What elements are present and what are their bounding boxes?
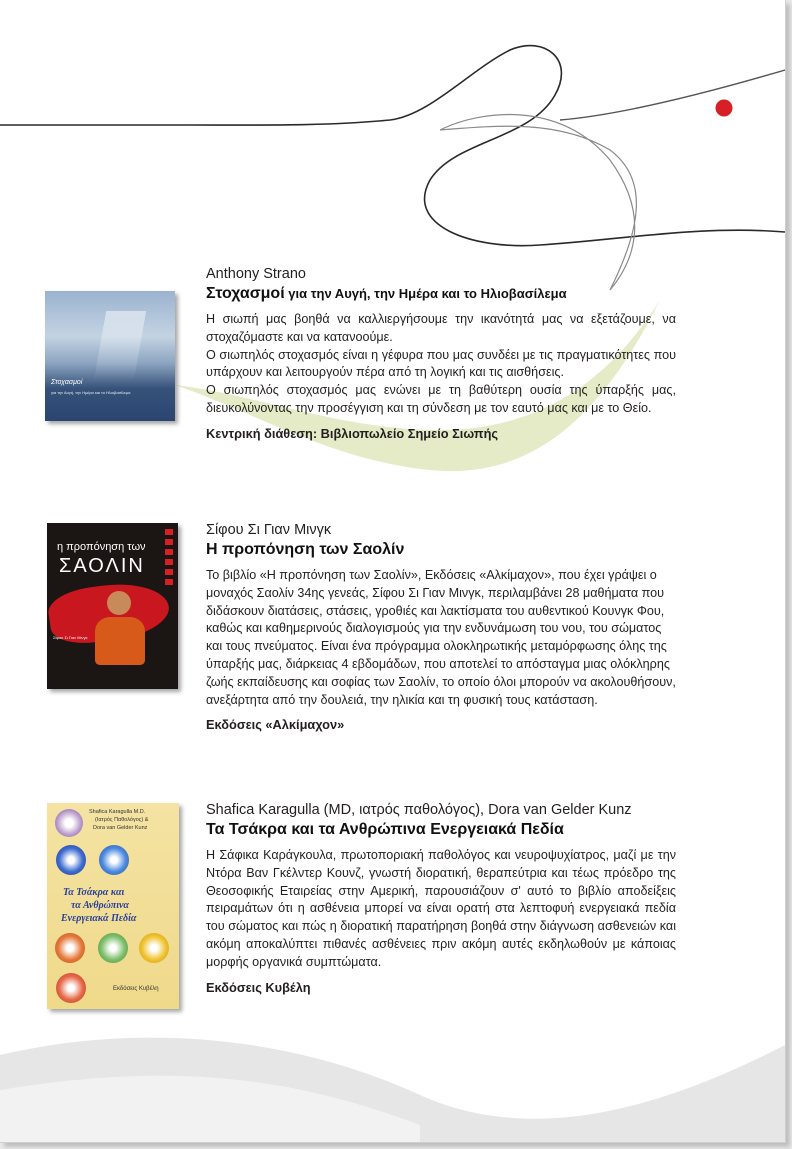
book-description xyxy=(206,567,676,709)
book-author: Shafica Karagulla (MD, ιατρός παθολόγος), Dora van Gelder Kunz xyxy=(206,802,632,818)
book-title-rest: για την Αυγή, την Ημέρα και το Ηλιοβασίλεμα xyxy=(284,286,567,301)
cover-author-line2: (Ιατρός Παθολόγος) & xyxy=(95,817,149,823)
description-paragraph: Η σιωπή μας βοηθά να καλλιεργήσουμε την ικανότητά μας να εξετάζουμε, να στοχαζόμαστε και να κατανοούμε. xyxy=(206,312,676,344)
book-title: Τα Τσάκρα και τα Ανθρώπινα Ενεργειακά Πεδία xyxy=(206,821,564,838)
cover-chinese-glyphs xyxy=(165,529,173,589)
book-entry-chakras xyxy=(206,802,676,995)
book-description xyxy=(206,311,676,418)
cover-title-line2: ΣΑΟΛΙΝ xyxy=(59,555,145,577)
cover-author-line3: Dora van Gelder Kunz xyxy=(93,825,148,831)
description-paragraph: Ο σιωπηλός στοχασμός είναι η γέφυρα που μας συνδέει με τις πραγματικότητες που υπάρχουν και λειτουργούν πέρα από τη λογική και τις αισθήσεις. xyxy=(206,347,676,380)
cover-monk-figure xyxy=(107,591,131,615)
cover-title-line3: Ενεργειακά Πεδία xyxy=(61,913,137,924)
book-title xyxy=(206,285,676,303)
cover-title-line1: Τα Τσάκρα και xyxy=(63,887,125,898)
cover-title-line2: τα Ανθρώπινα xyxy=(71,900,129,911)
gray-wave-line xyxy=(440,115,636,290)
book-publisher: Εκδόσεις «Αλκίμαχον» xyxy=(206,717,345,733)
red-dot xyxy=(716,100,733,117)
gray-diagonal-line xyxy=(560,70,785,120)
book-title: Η προπόνηση των Σαολίν xyxy=(206,541,405,558)
chakra-crown-icon xyxy=(55,809,83,837)
chakra-throat-icon xyxy=(99,845,129,875)
book-entry-shaolin xyxy=(206,522,676,732)
cover-title: Στοχασμοί xyxy=(51,379,83,386)
book-cover-chakras xyxy=(47,803,179,1009)
description-paragraph: Ο σιωπηλός στοχασμός μας ενώνει με τη βαθύτερη ουσία της ύπαρξής μας, διευκολύνοντας την προσέγγιση και τη σύνδεση με τον εαυτό μας και με το Θείο. xyxy=(206,383,676,415)
cover-subtitle: για την Αυγή, την Ημέρα και το Ηλιοβασίλεμα xyxy=(51,390,131,395)
chakra-heart-icon xyxy=(55,933,85,963)
book-description xyxy=(206,847,676,972)
chakra-root-icon xyxy=(56,973,86,1003)
cover-monk-robe xyxy=(95,617,145,665)
cover-author-line1: Shafica Karagulla M.D. xyxy=(89,809,146,815)
cover-publisher: Εκδόσεις Κυβέλη xyxy=(113,986,159,992)
description-paragraph: Η Σάφικα Καράγκουλα, πρωτοποριακή παθολόγος και νευροψυχίατρος, μαζί με την Ντόρα Βαν Γκέλντερ Κουνζ, γνωστή διορατική, θεραπεύτρια και τέως πρόεδρο της Θεοσοφικής Εταιρείας στην Αμερική, παρουσιάζουν σ' αυτό το βιβλίο αποδείξεις πειραμάτων ότι η ασθένεια μπορεί να είναι ορατή στα λεπτοφυή ενεργειακά πεδία του σώματος και πώς η διορατική παρατήρηση βοηθά στην διάγνωση ασθενειών και ακόμη αποκαλύπτει πιθανές ασθένειες πριν ακόμη αυτές εκδηλωθούν με κάποιας μορφής οργανικά συμπτώματα. xyxy=(206,848,676,969)
chakra-third-eye-icon xyxy=(56,845,86,875)
book-cover-reflections xyxy=(45,291,175,421)
cover-author: Σίφου Σι Γιαν Μινγκ xyxy=(53,635,88,640)
book-entry-reflections xyxy=(206,266,676,441)
black-wave-line xyxy=(0,46,785,246)
book-title-main: Στοχασμοί xyxy=(206,285,285,302)
chakra-solar-icon xyxy=(98,933,128,963)
book-author: Anthony Strano xyxy=(206,266,306,282)
book-author: Σίφου Σι Γιαν Μινγκ xyxy=(206,522,332,538)
cover-title-line1: η προπόνηση των xyxy=(57,541,146,553)
book-distribution: Κεντρική διάθεση: Βιβλιοπωλείο Σημείο Σιωπής xyxy=(206,425,499,441)
description-paragraph: Το βιβλίο «Η προπόνηση των Σαολίν», Εκδόσεις «Αλκίμαχον», που έχει γράψει ο μοναχός Σαολίν 34ης γενεάς, Σίφου Σι Γιαν Μινγκ, περιλαμβάνει 28 μαθήματα που διδάσκουν διατάσεις, στάσεις, γροθιές και λακτίσματα του αυθεντικού Κουνγκ Φου, καθώς και καθημερινούς διαλογισμούς για την ενδυνάμωση του νου, του σώματος και τους πνεύματος. Είναι ένα πρόγραμμα ολοκληρωτικής μεταμόρφωσης όλης της ύπαρξής μας, διάρκειας 4 εβδομάδων, που αποτελεί το απόσταγμα μιας ολόκληρης ζωής εκπαίδευσης και σοφίας των Σαολίν, το οποίο όλοι μπορούν να ακολουθήσουν, ανεξάρτητα από την δουλειά, την ηλικία και τη φυσική τους κατάσταση. xyxy=(206,568,676,707)
chakra-sacral-icon xyxy=(139,933,169,963)
book-cover-shaolin xyxy=(47,523,178,689)
book-publisher: Εκδόσεις Κυβέλη xyxy=(206,979,311,995)
